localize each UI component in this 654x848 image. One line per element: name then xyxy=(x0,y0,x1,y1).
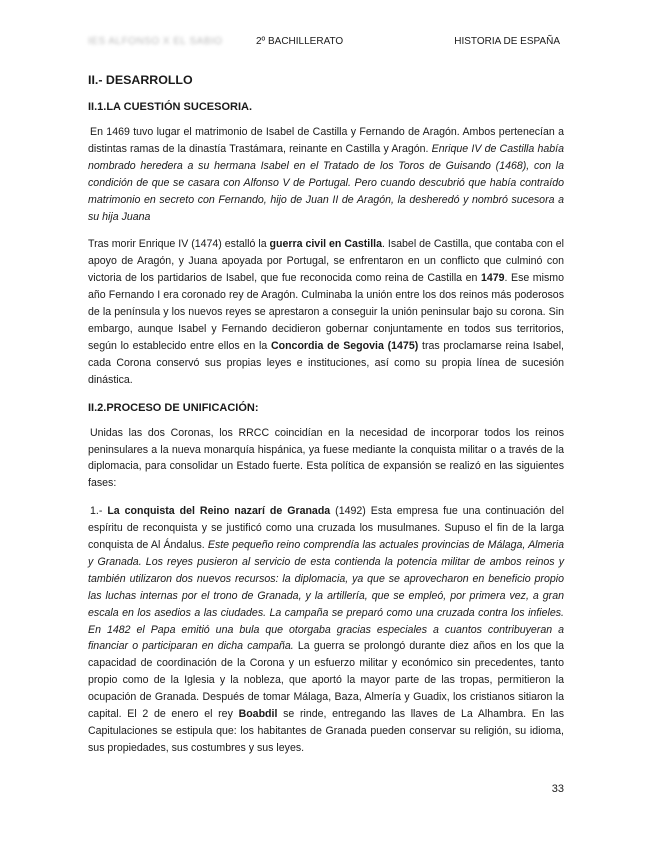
italic-run: Enrique IV de Castilla había nombrado heredera a su hermana Isabel en el Tratado de los Toros de Guisando (1468), con la condición de que se casara con Alfonso V de Portugal. Pero cuando descubrió que había contraído matrimonio en secreto con Fernando, hijo de Juan II de Aragón, la desheredó y nombró sucesora a su hija Juana xyxy=(88,142,564,223)
text-run: En 1469 tuvo lugar el matrimonio de Isabel de Castilla y Fernando de Aragón. Ambos pertenecían a distintas ramas de la dinastía Trastámara, reinante en Castilla y Aragón. xyxy=(88,126,564,155)
paragraph-civil-war xyxy=(88,236,564,388)
text-run: . Ese mismo año Fernando I era coronado rey de Aragón. Culminaba la unión entre los dos reinos más poderosos de la península y los nuevos reyes se aprestaron a conseguir la unión peninsular bajo su corona. Sin embargo, aunque Isabel y Fernando decidieron gobernar conjuntamente en todos sus territorios, según lo establecido entre ellos en la xyxy=(88,272,564,352)
bold-run: Concordia de Segovia (1475) xyxy=(270,339,419,352)
bold-run: 1479 xyxy=(480,272,505,285)
text-run: Tras morir Enrique IV (1474) estalló la xyxy=(88,238,270,251)
page-number: 33 xyxy=(551,783,564,795)
paragraph-granada xyxy=(88,503,564,757)
page-header xyxy=(88,36,566,50)
school-name: IES ALFONSO X EL SABIO xyxy=(88,36,223,47)
bold-run: guerra civil en Castilla xyxy=(269,238,383,251)
subsection-heading-unification: II.2.PROCESO DE UNIFICACIÓN: xyxy=(88,401,259,414)
text-run: (1492) Esta empresa fue una continuación del espíritu de reconquista y se justificó como una cruzada los musulmanes. Supuso el fin de la larga conquista de Al Ándalus. xyxy=(88,505,565,552)
bold-run: Boabdil xyxy=(238,708,278,721)
paragraph-marriage xyxy=(88,124,564,225)
subsection-heading-succession: II.1.LA CUESTIÓN SUCESORIA. xyxy=(88,101,253,113)
paragraph-unification: Unidas las dos Coronas, los RRCC coincidían en la necesidad de incorporar todos los reinos peninsulares a la nueva monarquía hispánica, ya fuese mediante la conquista militar o a través de la diplomacia, para consolidar un Estado fuerte. Esta política de expansión se realizó en las siguientes fases: xyxy=(88,426,564,490)
section-title: II.- DESARROLLO xyxy=(88,73,193,87)
bold-run: La conquista del Reino nazarí de Granada xyxy=(107,505,331,518)
text-run: tras proclamarse reina Isabel, cada Corona conservó sus propias leyes e instituciones, así como su propia línea de sucesión dinástica. xyxy=(88,339,564,386)
document-body xyxy=(88,72,564,768)
text-run: . Isabel de Castilla, que contaba con el apoyo de Aragón, y Juana apoyada por Portugal, se enfrentaron en un conflicto que culminó con victoria de los partidarios de Isabel, que fue reconocida como reina de Castilla en xyxy=(88,238,564,285)
text-run: 1.- xyxy=(90,505,108,518)
subject-label: HISTORIA DE ESPAÑA xyxy=(454,36,560,47)
course-label: 2º BACHILLERATO xyxy=(256,36,344,47)
text-run: se rinde, entregando las llaves de La Alhambra. En las Capitulaciones se estipula que: los habitantes de Granada pueden conservar su religión, su idioma, sus propiedades, sus costumbres y sus leyes. xyxy=(88,708,564,754)
italic-run: Este pequeño reino comprendía las actuales provincias de Málaga, Almeria y Granada. Los reyes pusieron al servicio de esta contienda la potencia militar de ambos reinos y también utilizaron dos nuevos recursos: la diplomacia, ya que se aprovecharon en beneficio propio las luchas internas por el trono de Granada, y la artillería, que se empleó, por primera vez, a gran escala en los asedios a las ciudades. La campaña se preparó como una cruzada contra los infieles. En 1482 el Papa emitió una bula que otorgaba gracias especiales a cuantos contribuyeran a financiar o participaran en dicha campaña. xyxy=(88,539,565,653)
text-run: La guerra se prolongó durante diez años en los que la capacidad de coordinación de la Corona y un esfuerzo militar y económico sin precedentes, tanto propio como de la Iglesia y la nobleza, que aportó la mayor parte de las tropas, permitieron la ocupación de Granada. Después de tomar Málaga, Baza, Almería y Guadix, los cristianos sitiaron la capital. El 2 de enero el rey xyxy=(88,640,564,721)
